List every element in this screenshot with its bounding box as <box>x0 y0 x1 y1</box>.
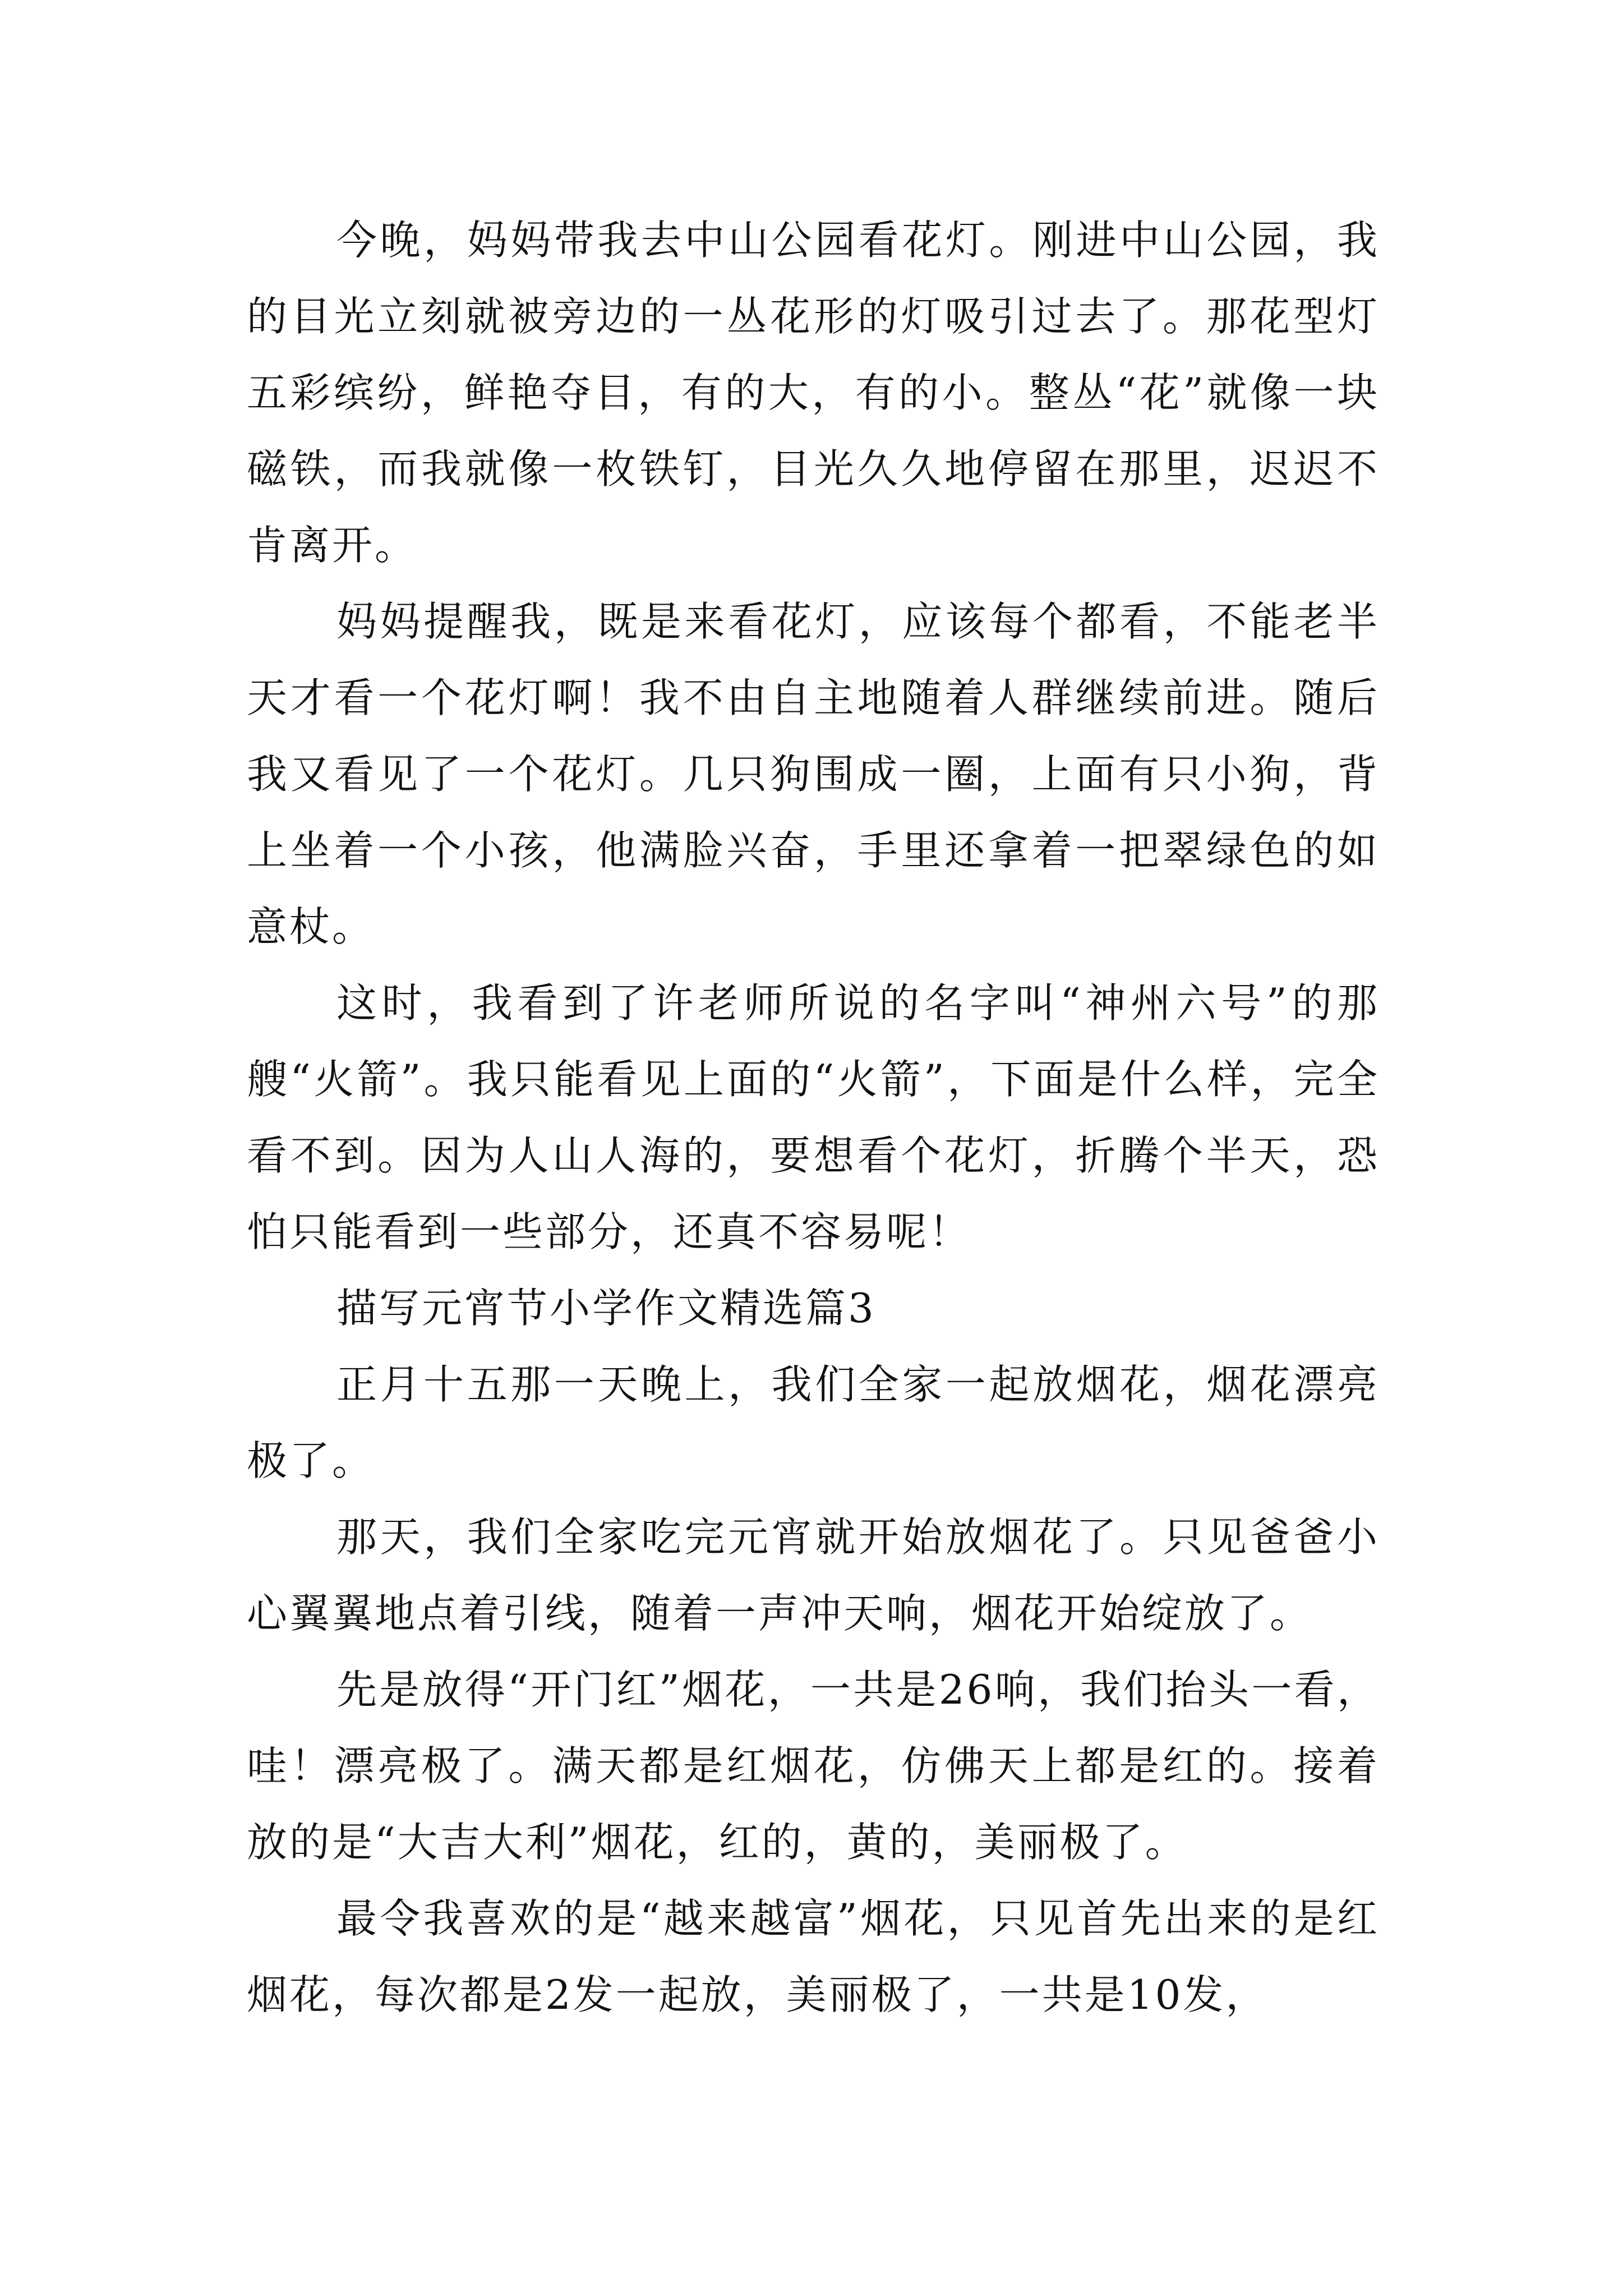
paragraph-rocket-lantern: 这时，我看到了许老师所说的名字叫“神州六号”的那艘“火箭”。我只能看见上面的“火箭”，下面是什么样，完全看不到。因为人山人海的，要想看个花灯，折腾个半天，恐怕只能看到一些部分，还真不容易呢！ <box>247 979 1380 1255</box>
paragraph-fireworks-red: 先是放得“开门红”烟花，一共是26响，我们抬头一看，哇！漂亮极了。满天都是红烟花，仿佛天上都是红的。接着放的是“大吉大利”烟花，红的，黄的，美丽极了。 <box>247 1666 1380 1866</box>
paragraph-dog-lantern: 妈妈提醒我，既是来看花灯，应该每个都看，不能老半天才看一个花灯啊！我不由自主地随着人群继续前进。随后我又看见了一个花灯。几只狗围成一圈，上面有只小狗，背上坐着一个小孩，他满脸兴奋，手里还拿着一把翠绿色的如意杖。 <box>247 598 1380 950</box>
paragraph-fireworks-intro: 正月十五那一天晚上，我们全家一起放烟花，烟花漂亮极了。 <box>247 1361 1380 1484</box>
paragraph-lantern-park: 今晚，妈妈带我去中山公园看花灯。刚进中山公园，我的目光立刻就被旁边的一丛花形的灯吸引过去了。那花型灯五彩缤纷，鲜艳夺目，有的大，有的小。整丛“花”就像一块磁铁，而我就像一枚铁钉，目光久久地停留在那里，迟迟不肯离开。 <box>247 217 1380 569</box>
document-body <box>247 202 1380 2033</box>
paragraph-fireworks-favorite: 最令我喜欢的是“越来越富”烟花，只见首先出来的是红烟花，每次都是2发一起放，美丽极了，一共是10发， <box>247 1895 1380 2018</box>
section-heading: 描写元宵节小学作文精选篇3 <box>336 1285 876 1332</box>
paragraph-fireworks-start: 那天，我们全家吃完元宵就开始放烟花了。只见爸爸小心翼翼地点着引线，随着一声冲天响，烟花开始绽放了。 <box>247 1513 1380 1637</box>
